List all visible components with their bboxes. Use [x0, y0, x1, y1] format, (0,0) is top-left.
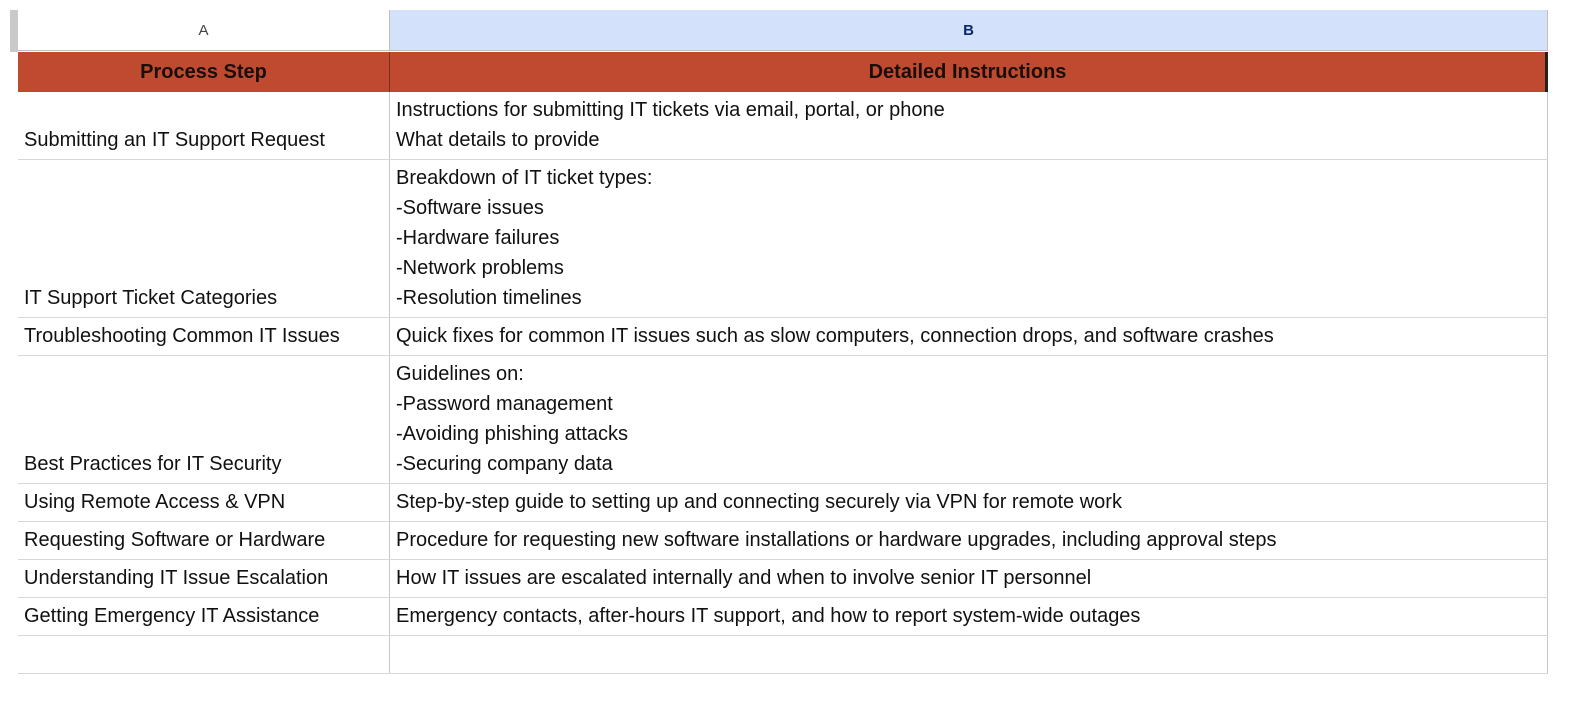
cell-process-step[interactable]	[18, 522, 390, 559]
instruction-line: -Software issues	[396, 197, 544, 219]
instruction-line: Breakdown of IT ticket types:	[396, 167, 653, 189]
process-step-text: Requesting Software or Hardware	[24, 529, 326, 551]
process-step-text: Best Practices for IT Security	[24, 453, 282, 475]
column-header-b[interactable]: B	[390, 10, 1548, 51]
instruction-line: Emergency contacts, after-hours IT support, and how to report system-wide outages	[396, 605, 1141, 627]
instruction-line: Procedure for requesting new software installations or hardware upgrades, including approval steps	[396, 529, 1277, 551]
process-step-text: Using Remote Access & VPN	[24, 491, 286, 513]
cell-detailed-instructions[interactable]	[390, 560, 1548, 597]
instruction-line: -Network problems	[396, 257, 564, 279]
instruction-line: How IT issues are escalated internally and when to involve senior IT personnel	[396, 567, 1092, 589]
table-row	[18, 522, 1548, 560]
header-cell-process-step[interactable]: Process Step	[18, 52, 390, 92]
instruction-line: Step-by-step guide to setting up and connecting securely via VPN for remote work	[396, 491, 1122, 513]
instruction-line: -Resolution timelines	[396, 287, 582, 309]
cell-process-step[interactable]	[18, 560, 390, 597]
instruction-line: -Password management	[396, 393, 613, 415]
cell-detailed-instructions[interactable]	[390, 92, 1548, 159]
table-row	[18, 484, 1548, 522]
cell-process-step[interactable]	[18, 484, 390, 521]
process-step-text: IT Support Ticket Categories	[24, 287, 278, 309]
instruction-line: What details to provide	[396, 129, 600, 151]
instruction-line: Instructions for submitting IT tickets via email, portal, or phone	[396, 99, 945, 121]
instruction-line: Guidelines on:	[396, 363, 524, 385]
cell-detailed-instructions[interactable]	[390, 356, 1548, 483]
spreadsheet-grid	[10, 10, 1581, 704]
table-row	[18, 160, 1548, 318]
cell-process-step[interactable]	[18, 318, 390, 355]
cell-detailed-instructions[interactable]	[390, 160, 1548, 317]
instruction-line: -Avoiding phishing attacks	[396, 423, 628, 445]
process-step-text: Getting Emergency IT Assistance	[24, 605, 320, 627]
column-header-a[interactable]: A	[18, 10, 390, 51]
cell-process-step[interactable]	[18, 92, 390, 159]
table-row	[18, 598, 1548, 636]
header-cell-detailed-instructions[interactable]: Detailed Instructions	[390, 52, 1548, 92]
table-row	[18, 636, 1548, 674]
cell-detailed-instructions[interactable]	[390, 636, 1548, 673]
instruction-line: -Securing company data	[396, 453, 613, 475]
table-row	[18, 356, 1548, 484]
table-row	[18, 318, 1548, 356]
table-row	[18, 92, 1548, 160]
process-step-text: Troubleshooting Common IT Issues	[24, 325, 340, 347]
cell-detailed-instructions[interactable]	[390, 522, 1548, 559]
cell-detailed-instructions[interactable]	[390, 318, 1548, 355]
table-row	[18, 560, 1548, 598]
process-step-text: Understanding IT Issue Escalation	[24, 567, 329, 589]
select-all-corner[interactable]	[10, 10, 18, 52]
cell-process-step[interactable]	[18, 636, 390, 673]
cell-process-step[interactable]	[18, 160, 390, 317]
cell-detailed-instructions[interactable]	[390, 484, 1548, 521]
instruction-line: Quick fixes for common IT issues such as slow computers, connection drops, and software crashes	[396, 325, 1274, 347]
cell-detailed-instructions[interactable]	[390, 598, 1548, 635]
cell-process-step[interactable]	[18, 598, 390, 635]
cell-process-step[interactable]	[18, 356, 390, 483]
instruction-line: -Hardware failures	[396, 227, 560, 249]
process-step-text: Submitting an IT Support Request	[24, 129, 325, 151]
